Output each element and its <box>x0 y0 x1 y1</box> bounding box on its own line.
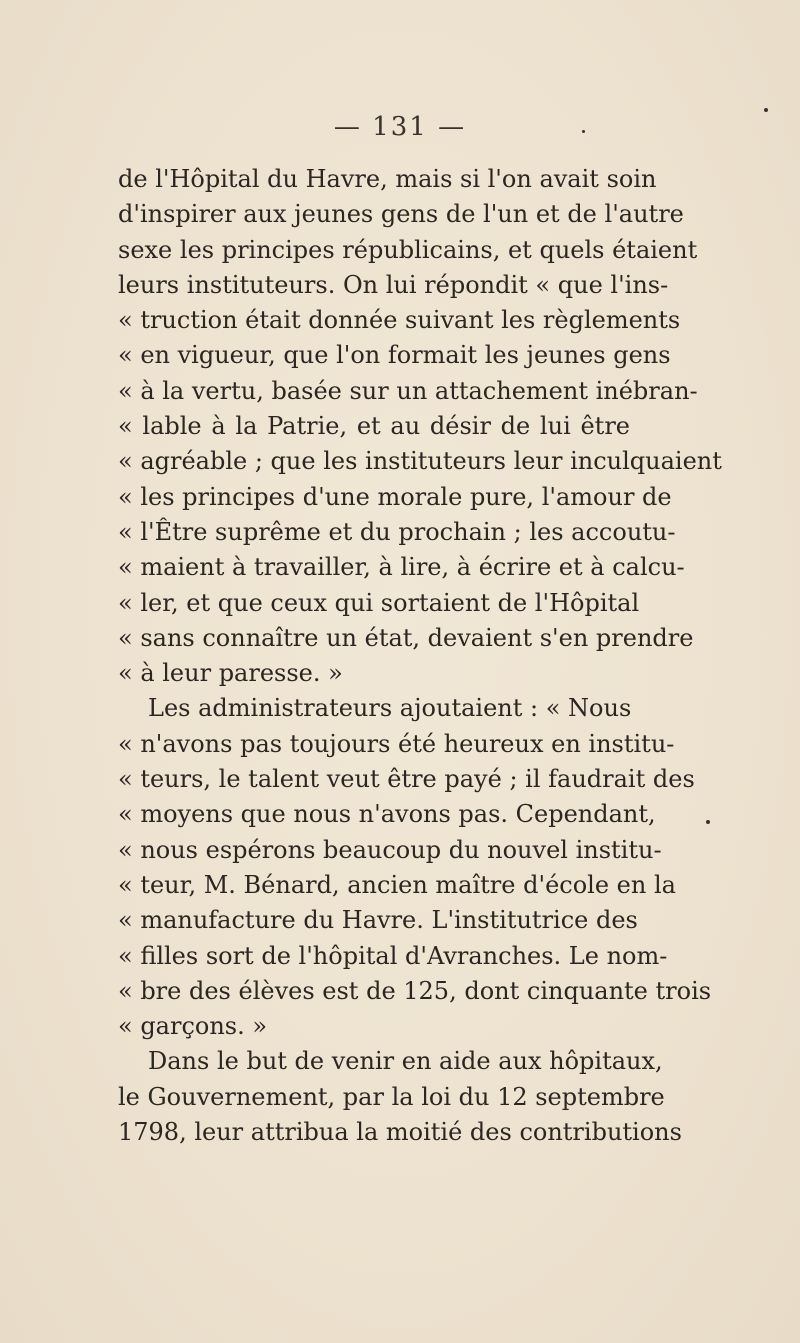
text-line: « nous espérons beaucoup du nouvel institu- <box>118 835 662 864</box>
text-line: 1798, leur attribua la moitié des contributions <box>118 1118 682 1147</box>
paper-speck <box>706 820 710 824</box>
text-line: « lable à la Patrie, et au désir de lui être <box>118 412 630 441</box>
text-line: d'inspirer aux jeunes gens de l'un et de l'autre <box>118 200 684 229</box>
text-line: « en vigueur, que l'on formait les jeunes gens <box>118 341 671 370</box>
paragraph-start-line: Les administrateurs ajoutaient : « Nous <box>148 694 632 723</box>
text-line: « moyens que nous n'avons pas. Cependant, <box>118 800 656 829</box>
text-line: « à leur paresse. » <box>118 659 343 688</box>
paper-speck <box>582 130 585 133</box>
text-line: « sans connaître un état, devaient s'en prendre <box>118 623 694 652</box>
text-line: « bre des élèves est de 125, dont cinquante trois <box>118 976 712 1005</box>
text-line: « teur, M. Bénard, ancien maître d'école en la <box>118 870 676 899</box>
text-line: « ler, et que ceux qui sortaient de l'Hôpital <box>118 588 640 617</box>
text-line: « les principes d'une morale pure, l'amour de <box>118 482 672 511</box>
text-line: « teurs, le talent veut être payé ; il faudrait des <box>118 765 695 794</box>
text-line: « truction était donnée suivant les règlements <box>118 306 681 335</box>
page-number: — 131 — <box>333 112 467 142</box>
paragraph-start-line: Dans le but de venir en aide aux hôpitaux, <box>148 1047 663 1076</box>
text-line: sexe les principes républicains, et quels étaient <box>118 235 698 264</box>
text-line: « filles sort de l'hôpital d'Avranches. Le nom- <box>118 941 668 970</box>
text-line: « n'avons pas toujours été heureux en institu- <box>118 729 675 758</box>
paper-speck <box>764 108 768 112</box>
text-line: « agréable ; que les instituteurs leur inculquaient <box>118 447 722 476</box>
text-line: leurs instituteurs. On lui répondit « que l'ins- <box>118 270 669 299</box>
text-line: de l'Hôpital du Havre, mais si l'on avait soin <box>118 165 657 193</box>
body-text <box>118 162 722 1150</box>
text-line: « garçons. » <box>118 1012 268 1041</box>
text-line: « manufacture du Havre. L'institutrice des <box>118 906 638 935</box>
text-line: le Gouvernement, par la loi du 12 septembre <box>118 1082 665 1111</box>
text-line: « maient à travailler, à lire, à écrire et à calcu- <box>118 553 685 582</box>
text-line: « à la vertu, basée sur un attachement inébran- <box>118 376 698 405</box>
text-line: « l'Être suprême et du prochain ; les accoutu- <box>118 517 676 546</box>
